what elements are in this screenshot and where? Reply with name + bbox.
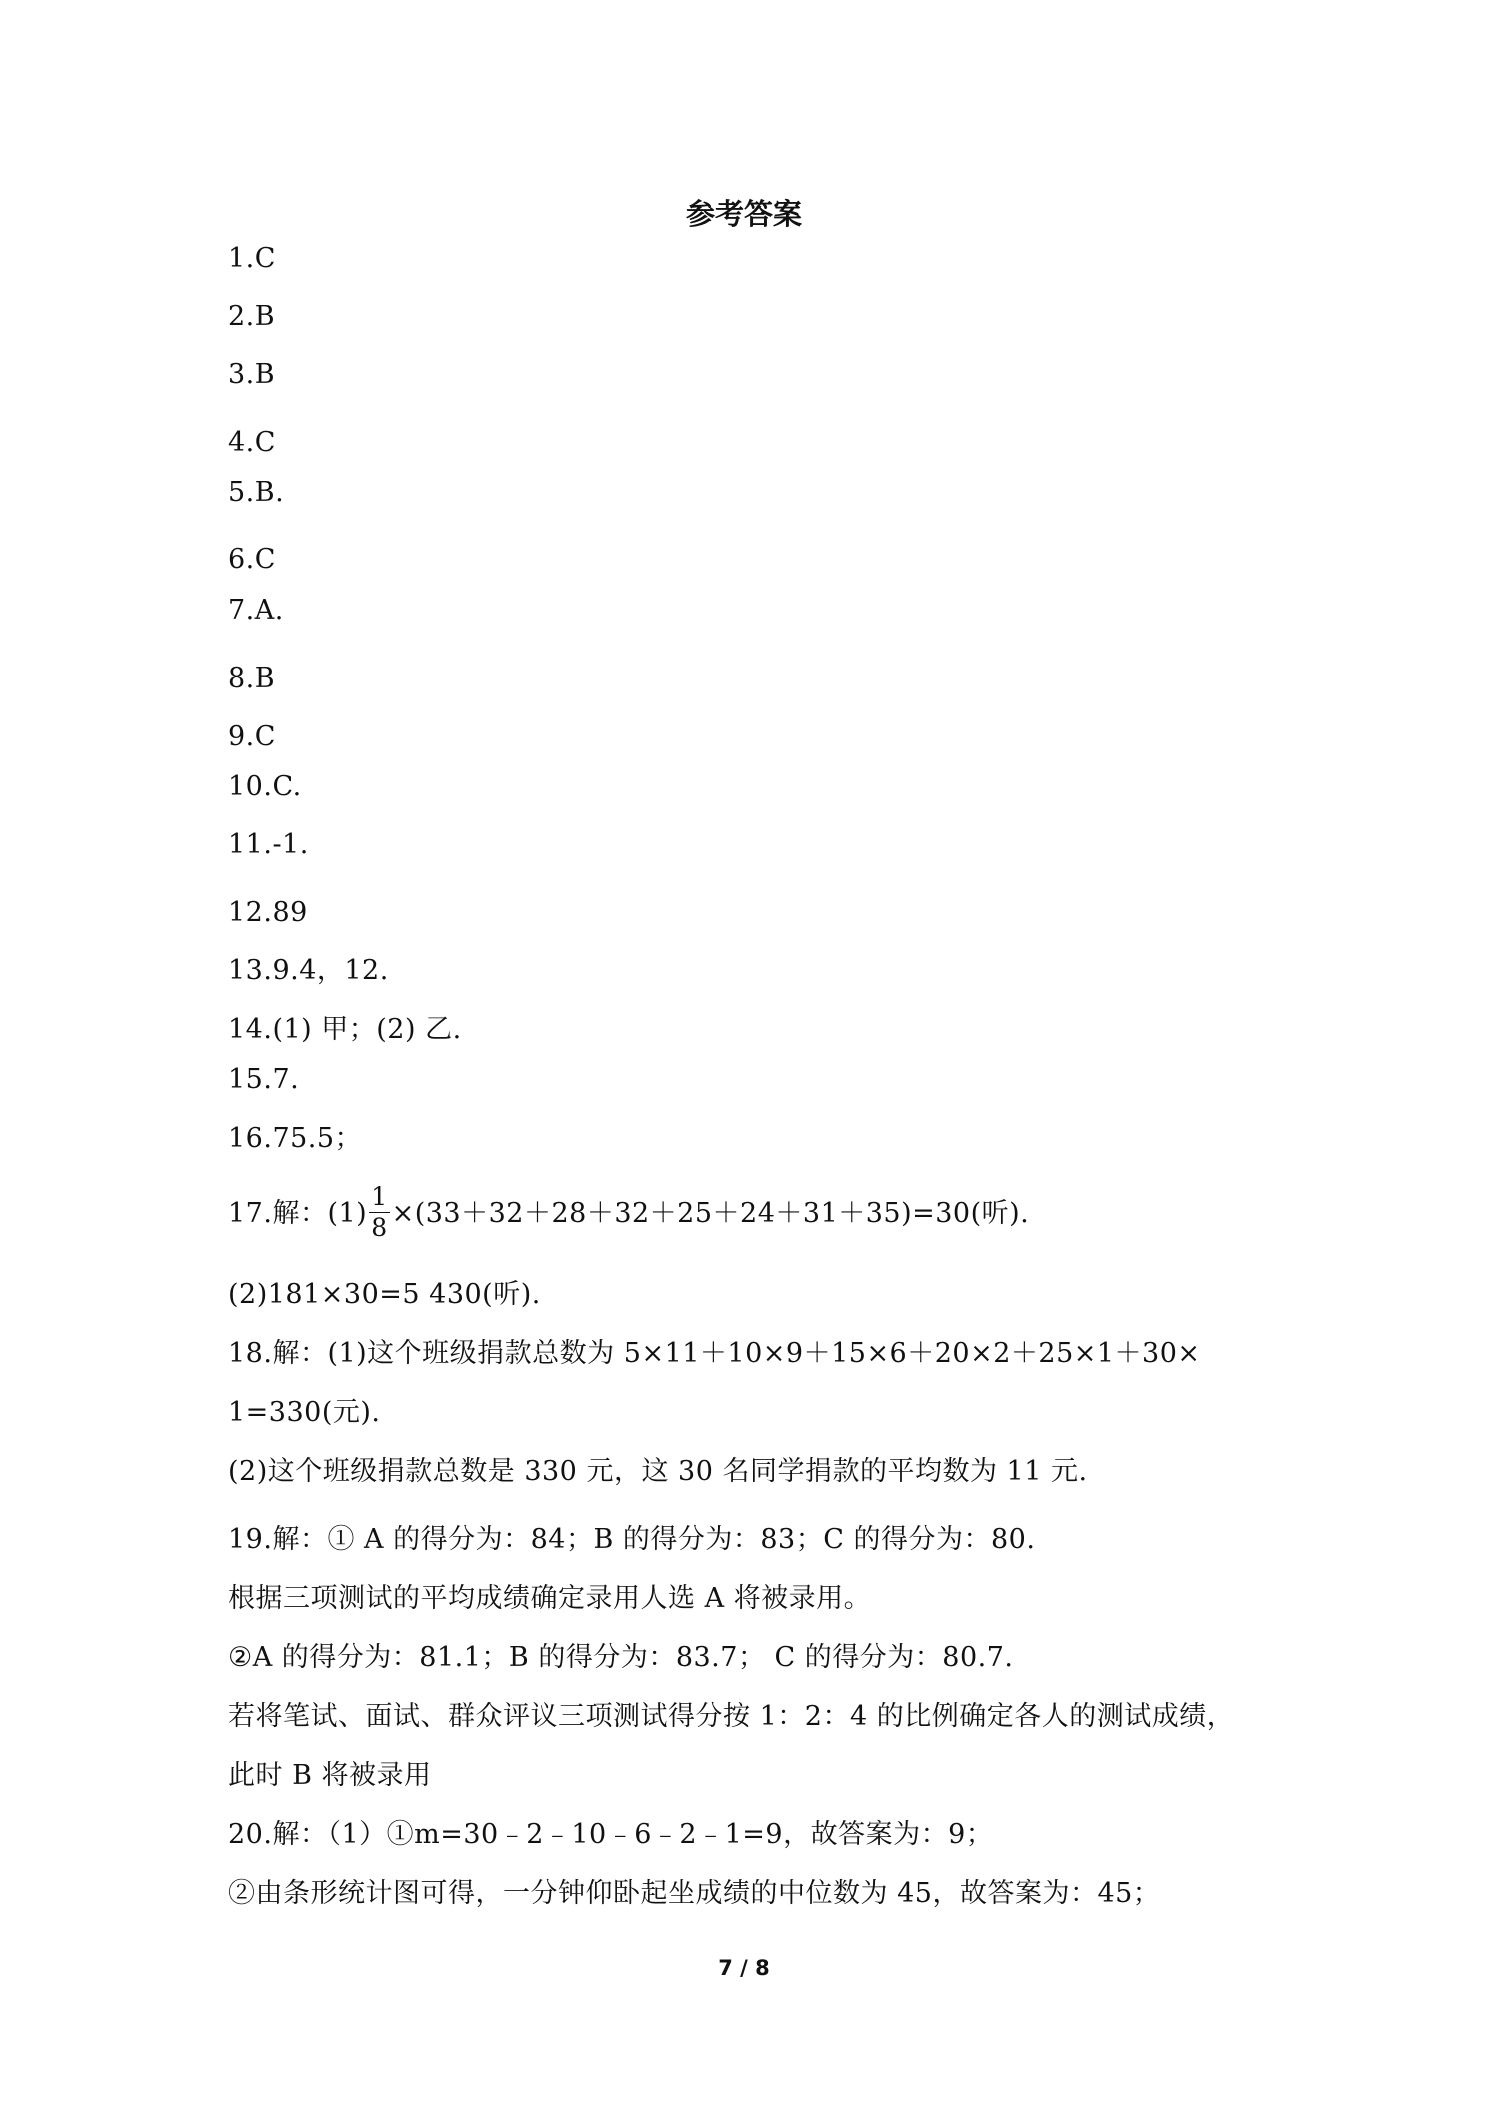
answer-line: 1.C (228, 243, 276, 274)
fraction-denominator: 8 (371, 1213, 388, 1242)
answer-line: 6.C (228, 544, 276, 575)
answer-line: 2.B (228, 301, 276, 332)
answer-line: 此时 B 将被录用 (228, 1760, 432, 1791)
answer-line: 16.75.5； (228, 1123, 363, 1154)
answer-line: 11.-1. (228, 829, 309, 860)
answer-line: ②A 的得分为：81.1；B 的得分为：83.7； C 的得分为：80.7. (228, 1642, 1014, 1673)
answer-line: 15.7. (228, 1064, 300, 1095)
page-title: 参考答案 (685, 197, 802, 231)
answer-line: (2)181×30=5 430(听). (228, 1279, 541, 1310)
answer-line: 1=330(元). (228, 1397, 381, 1428)
answer-line: (2)这个班级捐款总数是 330 元，这 30 名同学捐款的平均数为 11 元. (228, 1456, 1088, 1487)
answer-line: 10.C. (228, 771, 302, 802)
answer-line: 19.解：① A 的得分为：84；B 的得分为：83；C 的得分为：80. (228, 1524, 1036, 1555)
answer-line: 5.B. (228, 477, 285, 508)
fraction (369, 1182, 389, 1243)
answer-line: 若将笔试、面试、群众评议三项测试得分按 1：2：4 的比例确定各人的测试成绩， (228, 1701, 1235, 1732)
page-number: 7 / 8 (718, 1956, 770, 1980)
answer-line: 13.9.4，12. (228, 955, 389, 986)
answer-line: 18.解：(1)这个班级捐款总数为 5×11＋10×9＋15×6＋20×2＋25×1＋30× (228, 1338, 1201, 1369)
answer-line: 4.C (228, 427, 276, 458)
answer-line: 9.C (228, 721, 276, 752)
q17-expression: ×(33＋32＋28＋32＋25＋24＋31＋35)=30(听). (391, 1198, 1030, 1229)
answer-line: 14.(1) 甲；(2) 乙. (228, 1014, 462, 1045)
answer-line: 12.89 (228, 897, 308, 928)
answer-line: 根据三项测试的平均成绩确定录用人选 A 将被录用。 (228, 1583, 872, 1614)
answer-line-17 (228, 1184, 1029, 1245)
answer-line: 8.B (228, 663, 276, 694)
answer-line: 7.A. (228, 595, 284, 626)
answer-line: 20.解：（1）①m=30﹣2﹣10﹣6﹣2﹣1=9，故答案为：9； (228, 1819, 994, 1850)
q17-prefix: 17.解：(1) (228, 1198, 368, 1229)
answer-line: ②由条形统计图可得，一分钟仰卧起坐成绩的中位数为 45，故答案为：45； (228, 1878, 1161, 1909)
fraction-numerator: 1 (371, 1182, 388, 1211)
answer-line: 3.B (228, 359, 276, 390)
